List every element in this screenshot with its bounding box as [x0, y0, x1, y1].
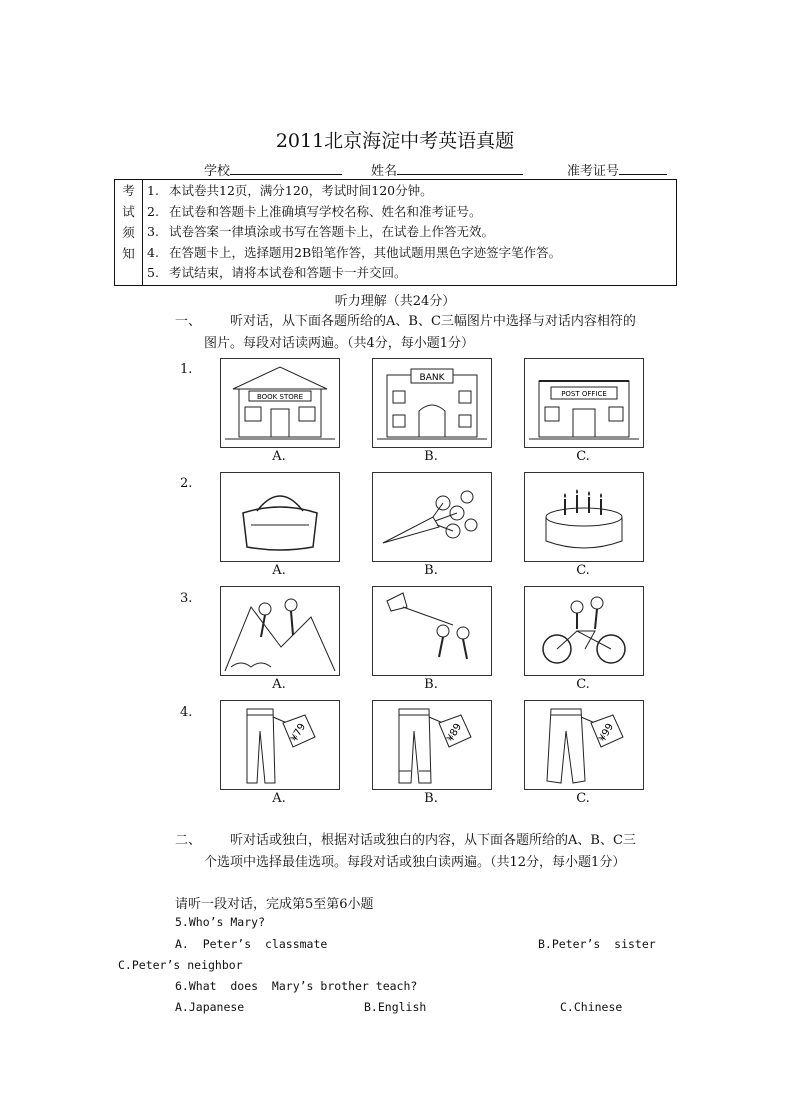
bicycle-icon: [525, 587, 643, 675]
school-field: [204, 160, 342, 179]
option-picture-handbag[interactable]: [220, 472, 340, 562]
bank-sign: BANK: [419, 373, 445, 383]
option-picture-flowers[interactable]: [372, 472, 492, 562]
question-5-option-b: B.Peter’s sister: [538, 937, 656, 951]
exam-number-label: 准考证号: [567, 164, 620, 179]
notice-rule: 2. 在试卷和答题卡上准确填写学校名称、姓名和准考证号。: [147, 203, 482, 219]
part2-number: 二、: [175, 833, 202, 848]
trousers-icon: [373, 701, 491, 789]
name-blank: [397, 161, 523, 175]
part1-instruction-line2: 图片。每段对话读两遍。（共4分，每小题1分）: [204, 336, 475, 351]
notice-side-label: 考 试 须 知: [115, 180, 143, 286]
bank-icon: [373, 359, 491, 447]
exam-number-field: [567, 160, 667, 179]
book-store-icon: [221, 359, 339, 447]
option-label-c: C.: [576, 449, 590, 464]
question-number: 3.: [180, 591, 193, 606]
kite-flying-icon: [373, 587, 491, 675]
question-6: 6.What does Mary’s brother teach?: [175, 979, 418, 993]
option-label-c: C.: [576, 677, 590, 692]
option-picture-bank[interactable]: [372, 358, 492, 448]
part2-instruction-line2: 个选项中选择最佳选项。每段对话或独白读两遍。（共12分，每小题1分）: [204, 855, 626, 870]
option-label-a: A.: [272, 449, 286, 464]
book-store-sign: BOOK STORE: [256, 393, 304, 401]
notice-rule: 5. 考试结束，请将本试卷和答题卡一并交回。: [147, 265, 407, 281]
option-label-b: B.: [424, 791, 438, 806]
listening-section-title: 听力理解（共24分）: [334, 294, 456, 309]
question-number: 1.: [180, 362, 193, 377]
flowers-icon: [373, 473, 491, 561]
notice-rules: [143, 180, 677, 286]
option-picture-birthday-cake[interactable]: [524, 472, 644, 562]
option-picture-climbing[interactable]: [220, 586, 340, 676]
part1-instruction-line1: 听对话，从下面各题所给的A、B、C三幅图片中选择与对话内容相符的: [230, 314, 636, 329]
question-5-option-c: C.Peter’s neighbor: [118, 958, 243, 972]
option-picture-trousers-89[interactable]: [372, 700, 492, 790]
school-label: 学校: [204, 164, 231, 179]
notice-rule: 3. 试卷答案一律填涂或书写在答题卡上，在试卷上作答无效。: [147, 224, 495, 240]
question-number: 4.: [180, 705, 193, 720]
option-picture-trousers-99[interactable]: [524, 700, 644, 790]
question-6-option-a: A.Japanese: [175, 1000, 245, 1014]
birthday-cake-icon: [525, 473, 643, 561]
name-label: 姓名: [371, 164, 398, 179]
option-picture-kite[interactable]: [372, 586, 492, 676]
option-picture-post-office[interactable]: [524, 358, 644, 448]
option-label-a: A.: [272, 791, 286, 806]
page-title: 2011北京海淀中考英语真题: [275, 130, 515, 152]
part1-number: 一、: [175, 314, 202, 329]
option-label-c: C.: [576, 563, 590, 578]
dialog-intro: 请听一段对话，完成第5至第6小题: [175, 897, 374, 912]
question-5: 5.Who’s Mary?: [175, 915, 266, 929]
handbag-icon: [221, 473, 339, 561]
option-label-c: C.: [576, 791, 590, 806]
option-picture-trousers-79[interactable]: [220, 700, 340, 790]
part2-instruction-line1: 听对话或独白，根据对话或独白的内容，从下面各题所给的A、B、C三: [230, 833, 636, 848]
name-field: [371, 160, 523, 179]
question-number: 2.: [180, 476, 193, 491]
exam-number-blank: [619, 161, 667, 175]
question-6-option-c: C.Chinese: [560, 1000, 623, 1014]
option-picture-bicycle[interactable]: [524, 586, 644, 676]
notice-rule: 4. 在答题卡上，选择题用2B铅笔作答，其他试题用黑色字迹签字笔作答。: [147, 244, 562, 260]
option-label-b: B.: [424, 563, 438, 578]
school-blank: [230, 161, 342, 175]
option-label-a: A.: [272, 677, 286, 692]
climbing-kids-icon: [221, 587, 339, 675]
question-5-option-a: A. Peter’s classmate: [175, 937, 328, 951]
notice-rule: 1. 本试卷共12页，满分120，考试时间120分钟。: [147, 183, 433, 198]
post-office-icon: [525, 359, 643, 447]
price-tag-99: ¥99: [597, 721, 617, 744]
trousers-icon: [221, 701, 339, 789]
question-6-option-b: B.English: [364, 1000, 427, 1014]
option-label-b: B.: [424, 449, 438, 464]
trousers-icon: [525, 701, 643, 789]
post-office-sign: POST OFFICE: [561, 390, 607, 398]
option-label-a: A.: [272, 563, 286, 578]
exam-notice-box: [114, 179, 677, 286]
option-label-b: B.: [424, 677, 438, 692]
price-tag-89: ¥89: [445, 721, 465, 744]
option-picture-book-store[interactable]: [220, 358, 340, 448]
price-tag-79: ¥79: [289, 721, 309, 744]
